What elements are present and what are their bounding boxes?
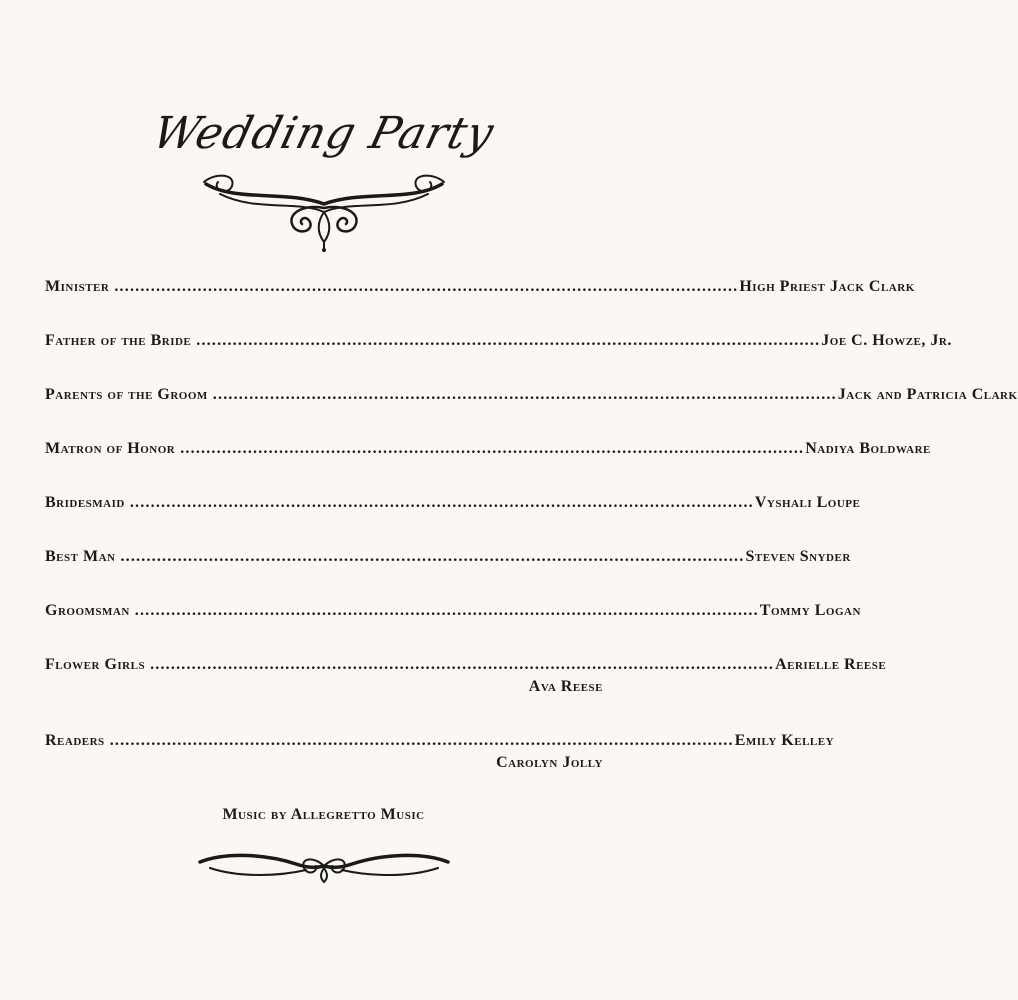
ornament-flourish-icon	[196, 168, 452, 252]
dot-leader: ........................................................................................................................	[180, 440, 805, 457]
list-item	[45, 546, 851, 568]
person-name: Jack and Patricia Clark	[837, 386, 1018, 403]
dot-leader: ........................................................................................................................	[150, 656, 775, 673]
person-name: Nadiya Boldware	[805, 440, 931, 457]
person-name: Aerielle Reese	[775, 656, 887, 673]
role-label: Best Man	[45, 548, 116, 565]
list-item	[45, 730, 835, 774]
role-label: Matron of Honor	[45, 440, 176, 457]
page-title: Wedding Party	[147, 108, 500, 159]
role-label: Readers	[45, 732, 105, 749]
dot-leader: ........................................................................................................................	[134, 602, 759, 619]
list-item	[45, 330, 952, 352]
role-label: Groomsman	[45, 602, 130, 619]
role-label: Bridesmaid	[45, 494, 125, 511]
dot-leader: ........................................................................................................................	[212, 386, 837, 403]
person-name-secondary: Carolyn Jolly	[496, 754, 603, 771]
dot-leader: ........................................................................................................................	[120, 548, 745, 565]
role-label: Flower Girls	[45, 656, 146, 673]
role-label: Father of the Bride	[45, 332, 192, 349]
person-name: Joe C. Howze, Jr.	[821, 332, 952, 349]
dot-leader: ........................................................................................................................	[114, 278, 739, 295]
person-name: Tommy Logan	[759, 602, 861, 619]
person-name: Steven Snyder	[745, 548, 851, 565]
list-item	[45, 492, 861, 514]
role-label: Minister	[45, 278, 110, 295]
list-item	[45, 600, 861, 622]
dot-leader: ........................................................................................................................	[109, 732, 734, 749]
list-item	[45, 438, 931, 460]
person-name-secondary: Ava Reese	[528, 678, 603, 695]
dot-leader: ........................................................................................................................	[129, 494, 754, 511]
list-item	[45, 384, 1018, 406]
ornament-divider-icon	[196, 846, 452, 886]
person-name: High Priest Jack Clark	[739, 278, 915, 295]
list-item	[45, 654, 887, 698]
role-label: Parents of the Groom	[45, 386, 208, 403]
list-item	[45, 276, 915, 298]
dot-leader: ........................................................................................................................	[196, 332, 821, 349]
person-name: Vyshali Loupe	[754, 494, 861, 511]
person-name: Emily Kelley	[734, 732, 835, 749]
music-credit: Music by Allegretto Music	[222, 806, 425, 823]
